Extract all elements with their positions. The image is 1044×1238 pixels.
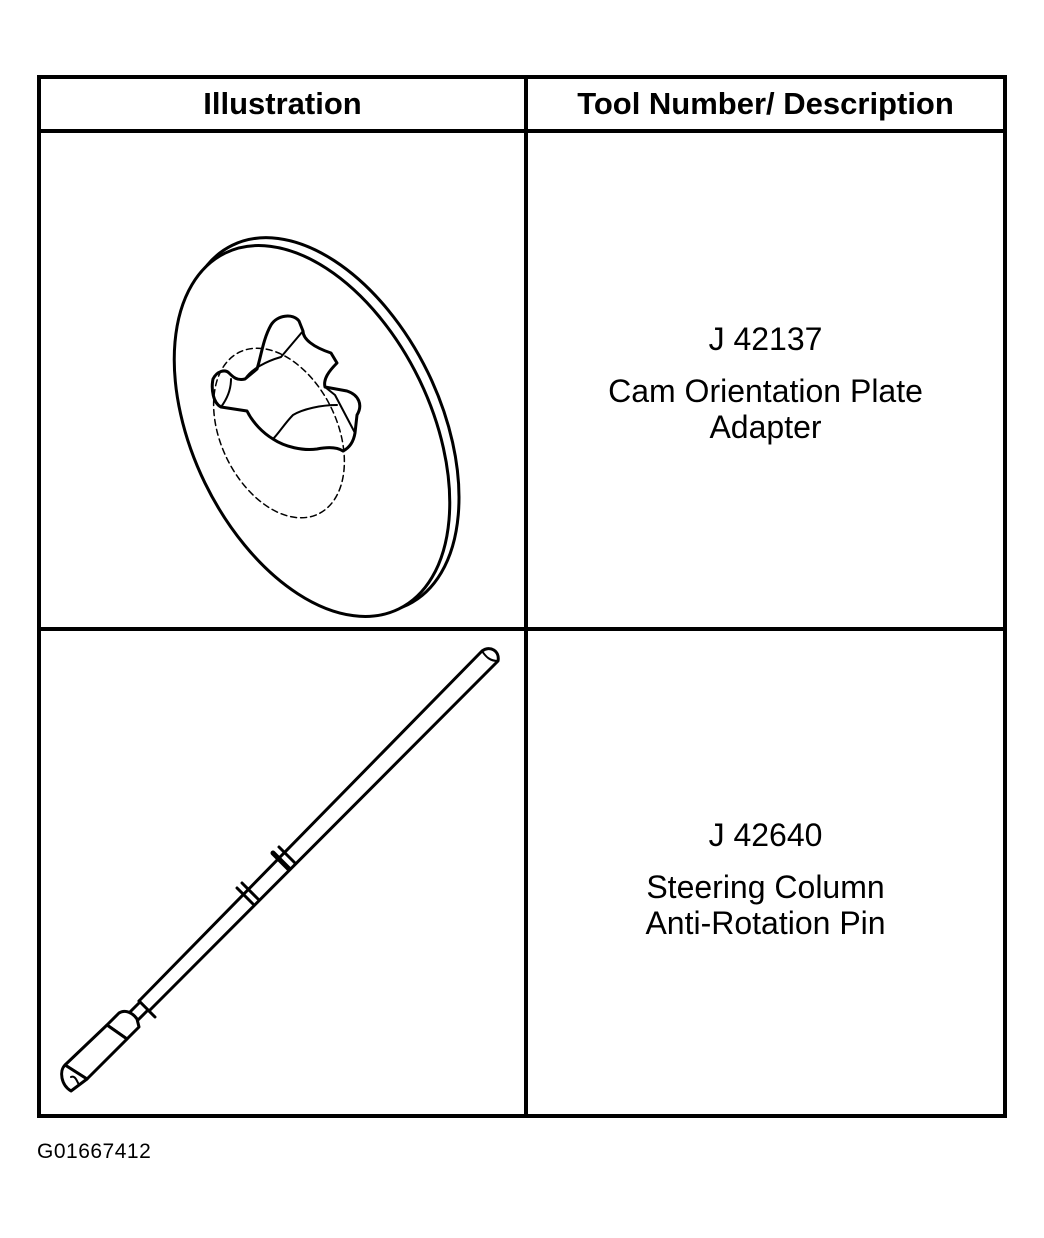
illustration-cell	[41, 133, 524, 627]
header-tool-number-description: Tool Number/ Description	[577, 86, 954, 121]
tool-table	[37, 75, 1007, 1118]
header-illustration: Illustration	[203, 86, 362, 121]
table-header-row	[41, 79, 1003, 133]
table-row	[41, 133, 1003, 631]
tool-description-cell	[528, 631, 1003, 1114]
tool-description	[528, 373, 1003, 445]
tool-description-line: Anti-Rotation Pin	[645, 905, 886, 941]
column-divider	[524, 79, 528, 1114]
cam-orientation-plate-adapter-icon	[41, 133, 524, 627]
illustration-cell	[41, 631, 524, 1114]
anti-rotation-pin-icon	[41, 631, 524, 1114]
tool-description-line: Cam Orientation Plate	[608, 373, 923, 409]
tool-description-line: Adapter	[709, 409, 822, 445]
figure-code: G01667412	[37, 1140, 152, 1163]
tool-number: J 42640	[708, 817, 823, 853]
tool-description-line: Steering Column	[646, 869, 885, 905]
table-row	[41, 631, 1003, 1114]
tool-description	[528, 869, 1003, 941]
tool-number: J 42137	[708, 321, 823, 357]
tool-description-cell	[528, 133, 1003, 627]
